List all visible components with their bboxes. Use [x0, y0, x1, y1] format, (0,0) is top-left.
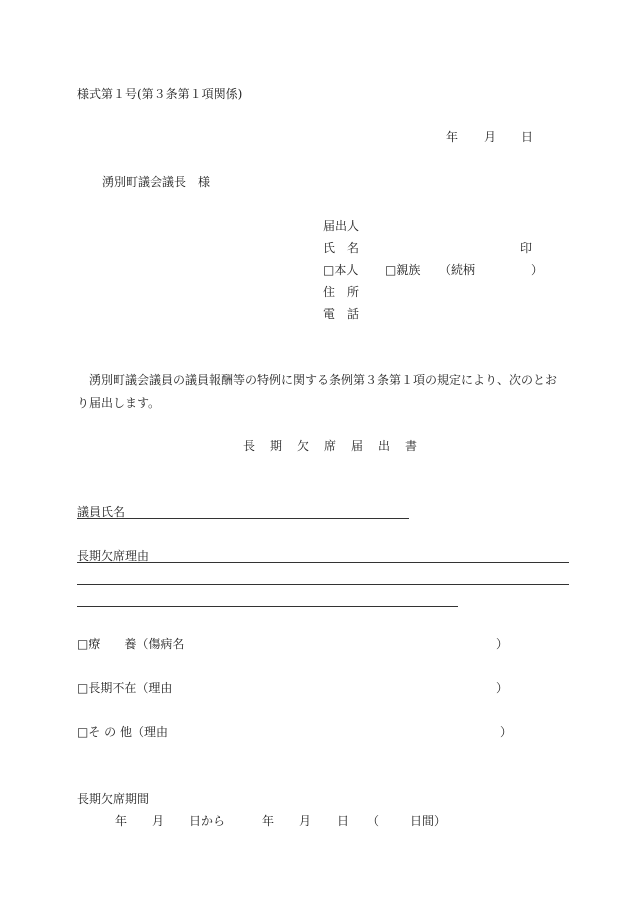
option-medical-checkbox[interactable]: □療 養（傷病名 — [77, 637, 185, 651]
option-other-checkbox[interactable]: □そ の 他（理由 — [77, 725, 168, 739]
applicant-name-label: 氏 名 — [323, 241, 360, 255]
period-to-day: 日 — [337, 814, 350, 828]
option-absence-checkbox[interactable]: □長期不在（理由 — [77, 681, 173, 695]
reason-line-1[interactable] — [77, 562, 569, 563]
period-label: 長期欠席期間 — [77, 792, 150, 806]
relation-close: ） — [531, 263, 544, 277]
reason-line-2[interactable] — [77, 584, 569, 585]
option-absence-close: ） — [496, 681, 509, 695]
relation-open: （続柄 — [439, 263, 476, 277]
period-count-open: （ — [367, 814, 380, 828]
period-from-year: 年 — [115, 814, 128, 828]
body-text-line-2: り届出します。 — [77, 396, 161, 410]
reason-label — [77, 549, 149, 563]
member-name-line[interactable] — [77, 518, 409, 519]
period-to-year: 年 — [262, 814, 275, 828]
addressee: 湧別町議会議長 様 — [102, 175, 211, 189]
member-name-label-text: 議員氏名 — [77, 505, 126, 519]
applicant-phone-label: 電 話 — [323, 307, 360, 321]
option-medical-close: ） — [496, 637, 509, 651]
date-year-label: 年 — [446, 130, 459, 144]
body-text-line-1: 湧別町議会議員の議員報酬等の特例に関する条例第３条第１項の規定により、次のとお — [89, 373, 558, 387]
applicant-header: 届出人 — [323, 219, 360, 233]
date-month-label: 月 — [484, 130, 497, 144]
date-day-label: 日 — [521, 130, 534, 144]
period-from-day: 日から — [189, 814, 226, 828]
reason-line-3[interactable] — [77, 606, 458, 607]
reason-label-text: 長期欠席理由 — [77, 549, 150, 563]
option-other-close: ） — [500, 725, 513, 739]
seal-mark: 印 — [520, 241, 533, 255]
document-title: 長期欠席届出書 — [243, 439, 433, 453]
member-name-label — [77, 505, 125, 519]
form-reference: 様式第１号(第３条第１項関係) — [77, 87, 243, 101]
relative-checkbox[interactable]: □親族 — [385, 263, 421, 277]
period-from-month: 月 — [152, 814, 165, 828]
self-checkbox[interactable]: □本人 — [323, 263, 359, 277]
period-to-month: 月 — [299, 814, 312, 828]
applicant-address-label: 住 所 — [323, 285, 360, 299]
period-count-close: 日間） — [410, 814, 447, 828]
